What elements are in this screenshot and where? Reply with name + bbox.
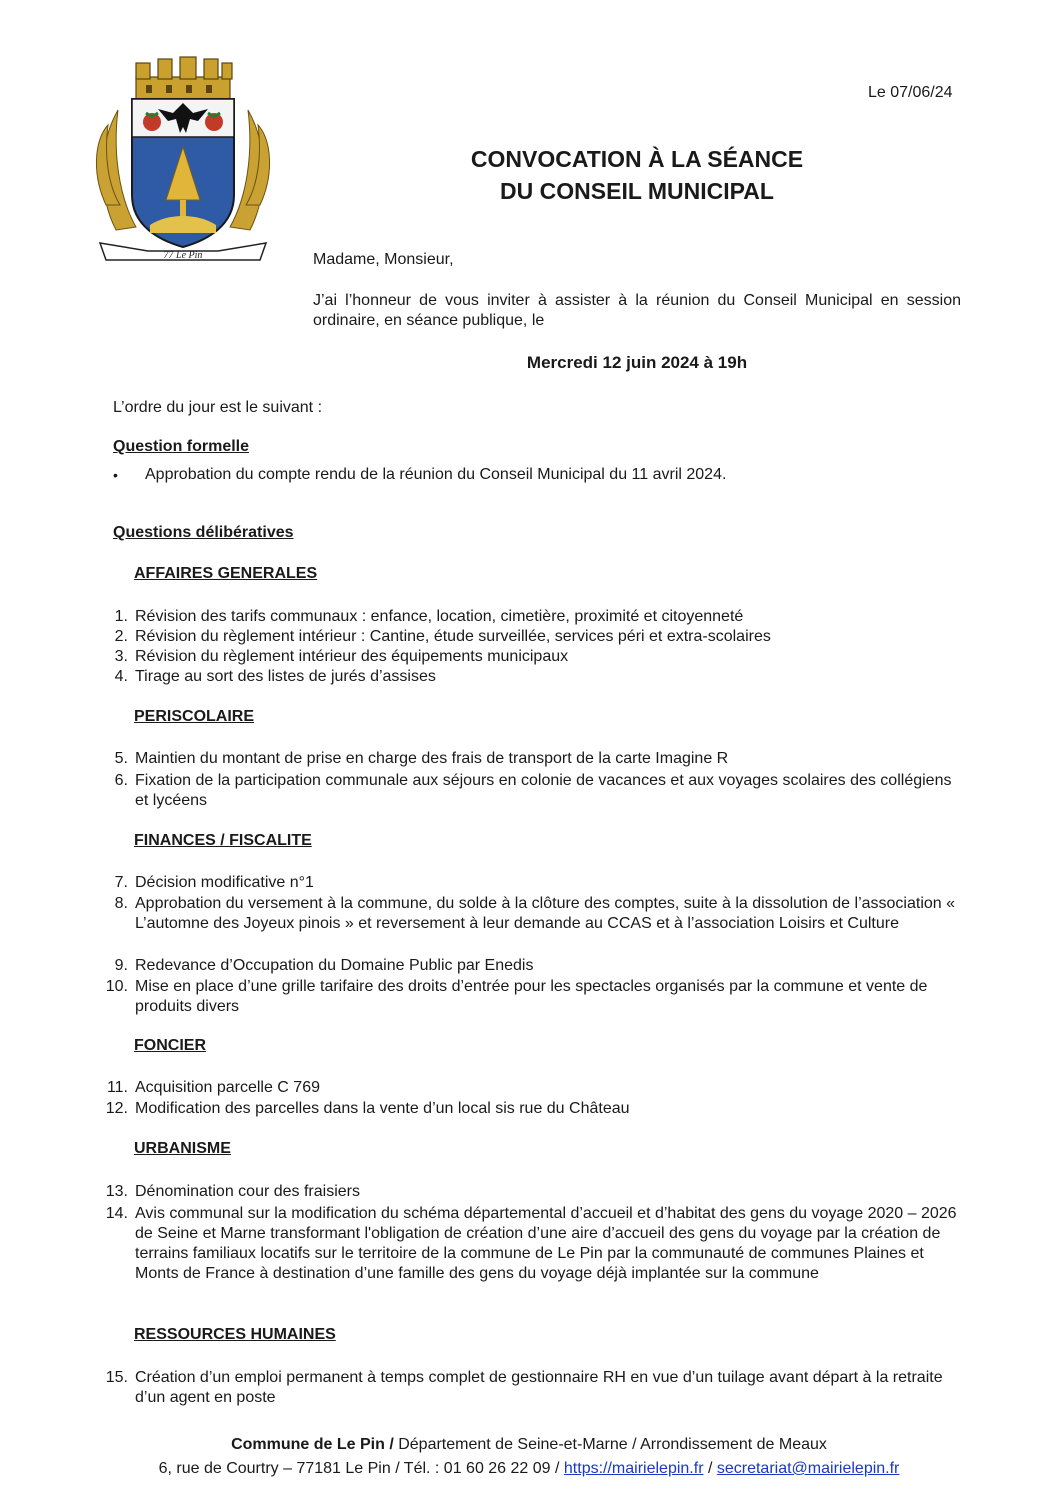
agenda-item: 3. Révision du règlement intérieur des équipements municipaux [114, 648, 569, 665]
agenda-item: 4. Tirage au sort des listes de jurés d’assises [114, 668, 436, 685]
subsection-foncier: FONCIER [134, 1037, 206, 1054]
agenda-item: 2. Révision du règlement intérieur : Cantine, étude surveillée, services péri et extra-scolaires [114, 628, 771, 645]
footer-contact: 6, rue de Courtry – 77181 Le Pin / Tél. : 01 60 26 22 09 / https://mairielepin.fr / secretariat@mairielepin.fr [158, 1460, 900, 1477]
subsection-finances: FINANCES / FISCALITE [134, 832, 312, 849]
coat-of-arms-icon [88, 55, 278, 270]
letter-date: Le 07/06/24 [868, 84, 953, 101]
email-link[interactable]: secretariat@mairielepin.fr [716, 1460, 900, 1477]
agenda-item: 14. Avis communal sur la modification du schéma départemental d’accueil et d’habitat des gens du voyage 2020 – 2026 de Seine et Marne transformant l'obligation de création d’une aire d’accueil des gens du voyage par la création de terrains familiaux locatifs sur le territoire de la commune de Le Pin par la communauté de communes Plaines et Monts de France à destination d’une famille des gens du voyage déjà implantée sur la commune [105, 1205, 957, 1282]
website-link[interactable]: https://mairielepin.fr [563, 1460, 704, 1477]
footer-commune: Commune de Le Pin / Département de Seine-et-Marne / Arrondissement de Meaux [231, 1436, 827, 1453]
agenda-item: 8. Approbation du versement à la commune, du solde à la clôture des comptes, suite à la dissolution de l’association « L’automne des Joyeux pinois » et reversement à leur demande au CCAS et à l’association Loisirs et Culture [114, 895, 956, 932]
page-title-line1: CONVOCATION À LA SÉANCE [470, 146, 804, 172]
agenda-item: 6. Fixation de la participation communale aux séjours en colonie de vacances et aux voyages scolaires des collégiens et lycéens [114, 772, 952, 809]
subsection-ressources-humaines: RESSOURCES HUMAINES [134, 1326, 336, 1343]
agenda-intro: L’ordre du jour est le suivant : [113, 399, 323, 416]
agenda-item: 9. Redevance d’Occupation du Domaine Public par Enedis [114, 957, 534, 974]
section-heading-formal: Question formelle [113, 438, 250, 455]
section-heading-deliberative: Questions délibératives [113, 524, 294, 541]
agenda-item: 13. Dénomination cour des fraisiers [105, 1183, 360, 1200]
agenda-item: 10. Mise en place d’une grille tarifaire des droits d’entrée pour les spectacles organisés par la commune et vente de produits divers [105, 978, 928, 1015]
formal-item-text: Approbation du compte rendu de la réunion du Conseil Municipal du 11 avril 2024. [145, 466, 727, 483]
footer-address: 6, rue de Courtry – 77181 Le Pin / Tél. : 01 60 26 22 09 / [158, 1460, 564, 1477]
subsection-periscolaire: PERISCOLAIRE [134, 708, 255, 725]
bullet-icon: • [113, 467, 118, 483]
agenda-item: 1. Révision des tarifs communaux : enfance, location, cimetière, proximité et citoyenneté [114, 608, 744, 625]
agenda-item: 11. Acquisition parcelle C 769 [106, 1079, 320, 1096]
agenda-item: 12. Modification des parcelles dans la vente d’un local sis rue du Château [105, 1100, 630, 1117]
subsection-affaires-generales: AFFAIRES GENERALES [134, 565, 318, 582]
subsection-urbanisme: URBANISME [134, 1140, 231, 1157]
page-title-line2: DU CONSEIL MUNICIPAL [500, 178, 774, 204]
agenda-item: 15. Création d’un emploi permanent à temps complet de gestionnaire RH en vue d’un tuilage avant départ à la retraite d’un agent en poste [105, 1369, 943, 1406]
invitation-text: J’ai l’honneur de vous inviter à assister à la réunion du Conseil Municipal en session ordinaire, en séance publique, le [313, 292, 961, 329]
agenda-item: 7. Décision modificative n°1 [114, 874, 314, 891]
agenda-item: 5. Maintien du montant de prise en charge des frais de transport de la carte Imagine R [114, 750, 729, 767]
salutation: Madame, Monsieur, [313, 251, 454, 268]
crest-motto: 77 Le Pin [163, 250, 203, 261]
meeting-date: Mercredi 12 juin 2024 à 19h [526, 353, 748, 372]
